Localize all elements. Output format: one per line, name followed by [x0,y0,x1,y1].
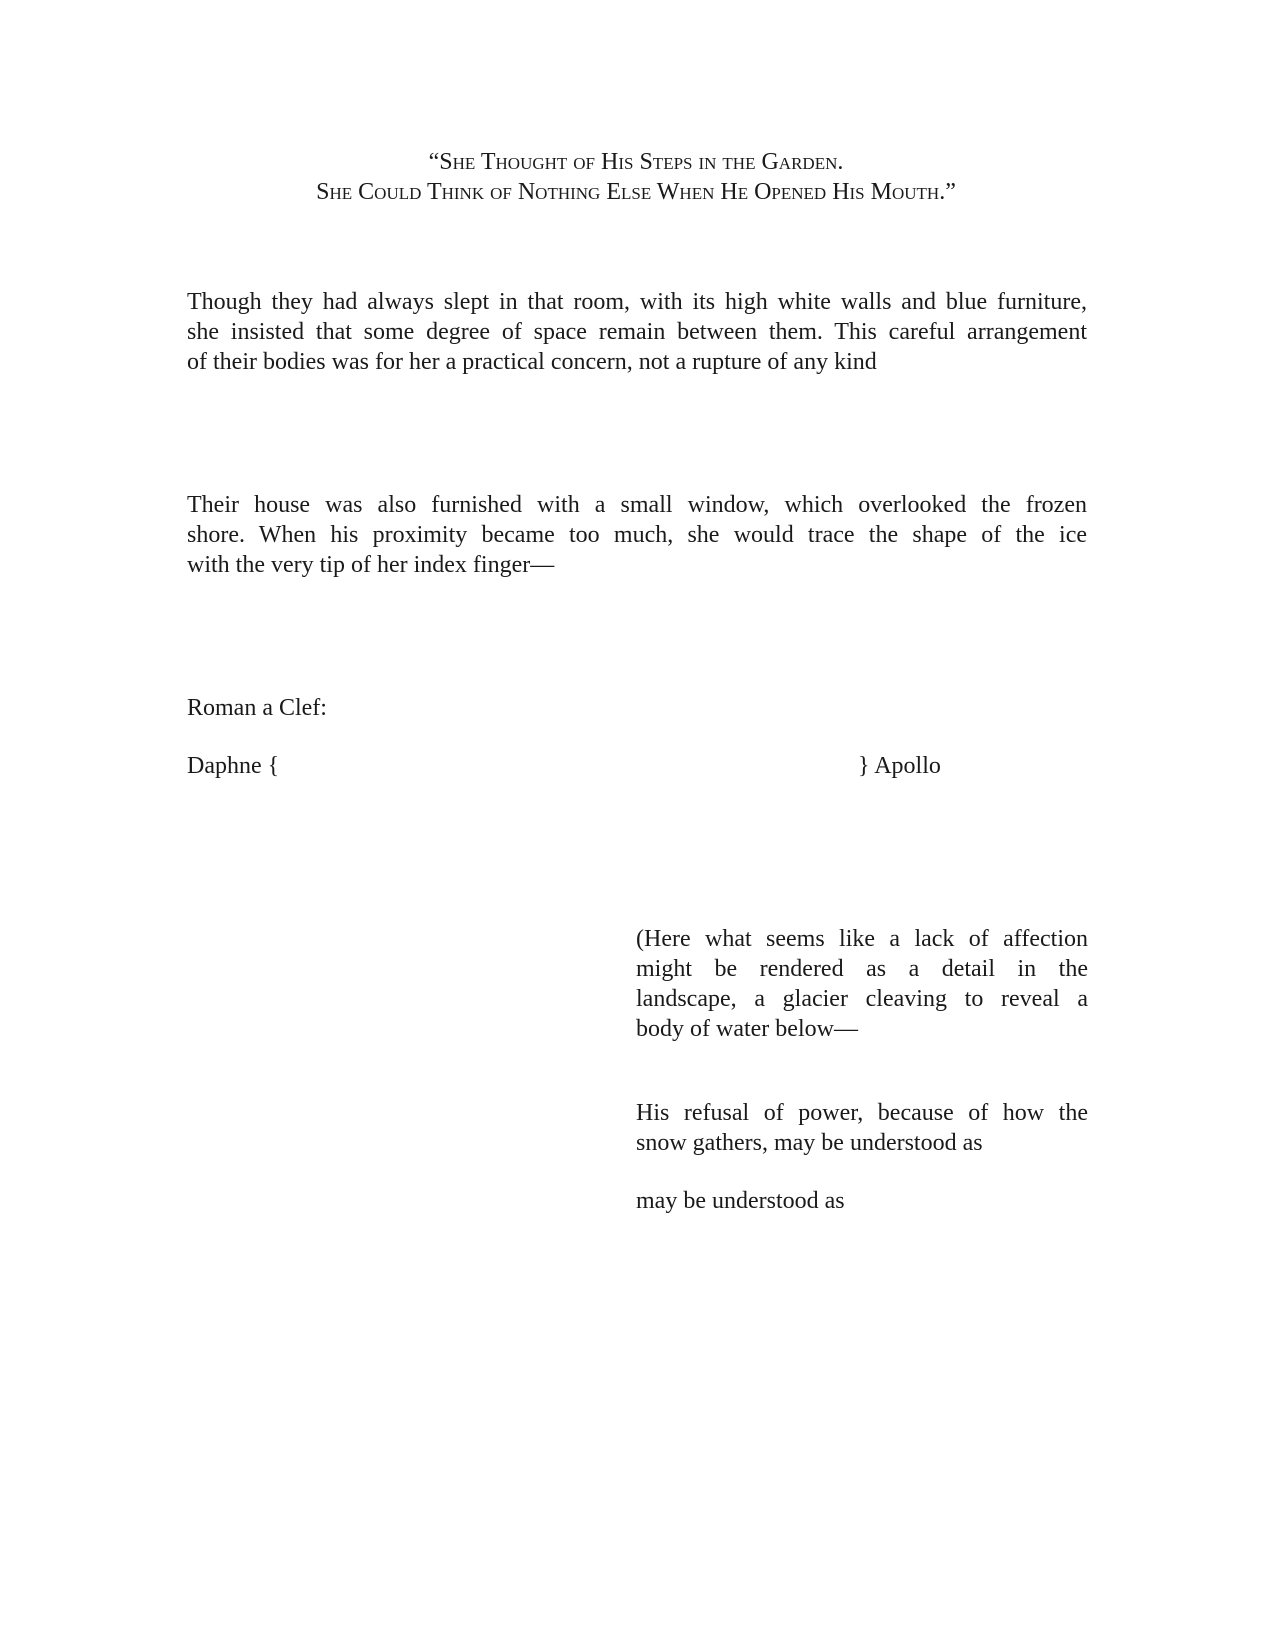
apollo-label: } Apollo [858,753,941,779]
paragraph-line: Though they had always slept in that room, with its high white walls and blue furniture, [187,289,1087,315]
aside-line: landscape, a glacier cleaving to reveal a [636,986,1088,1012]
paragraph-window [187,490,1087,580]
paragraph-line: shore. When his proximity became too much, she would trace the shape of the ice [187,522,1087,548]
daphne-label: Daphne { [187,753,280,779]
aside-line: body of water below— [636,1016,858,1042]
roman-a-clef-heading: Roman a Clef: [187,695,327,721]
aside-line: snow gathers, may be understood as [636,1130,983,1156]
aside-glacier [636,924,1088,1044]
aside-line: may be understood as [636,1188,845,1214]
paragraph-bedroom [187,287,1087,377]
paragraph-line: with the very tip of her index finger— [187,552,555,578]
aside-line: might be rendered as a detail in the [636,956,1088,982]
page-title [180,147,1092,207]
title-line-1: “She Thought of His Steps in the Garden. [428,149,844,175]
paragraph-line: Their house was also furnished with a small window, which overlooked the frozen [187,492,1087,518]
aside-line: His refusal of power, because of how the [636,1100,1088,1126]
paragraph-line: of their bodies was for her a practical concern, not a rupture of any kind [187,349,877,375]
title-line-2: She Could Think of Nothing Else When He Opened His Mouth.” [316,179,956,205]
aside-understood [636,1186,1088,1216]
aside-refusal [636,1098,1088,1158]
paragraph-line: she insisted that some degree of space remain between them. This careful arrangement [187,319,1087,345]
aside-line: (Here what seems like a lack of affection [636,926,1088,952]
